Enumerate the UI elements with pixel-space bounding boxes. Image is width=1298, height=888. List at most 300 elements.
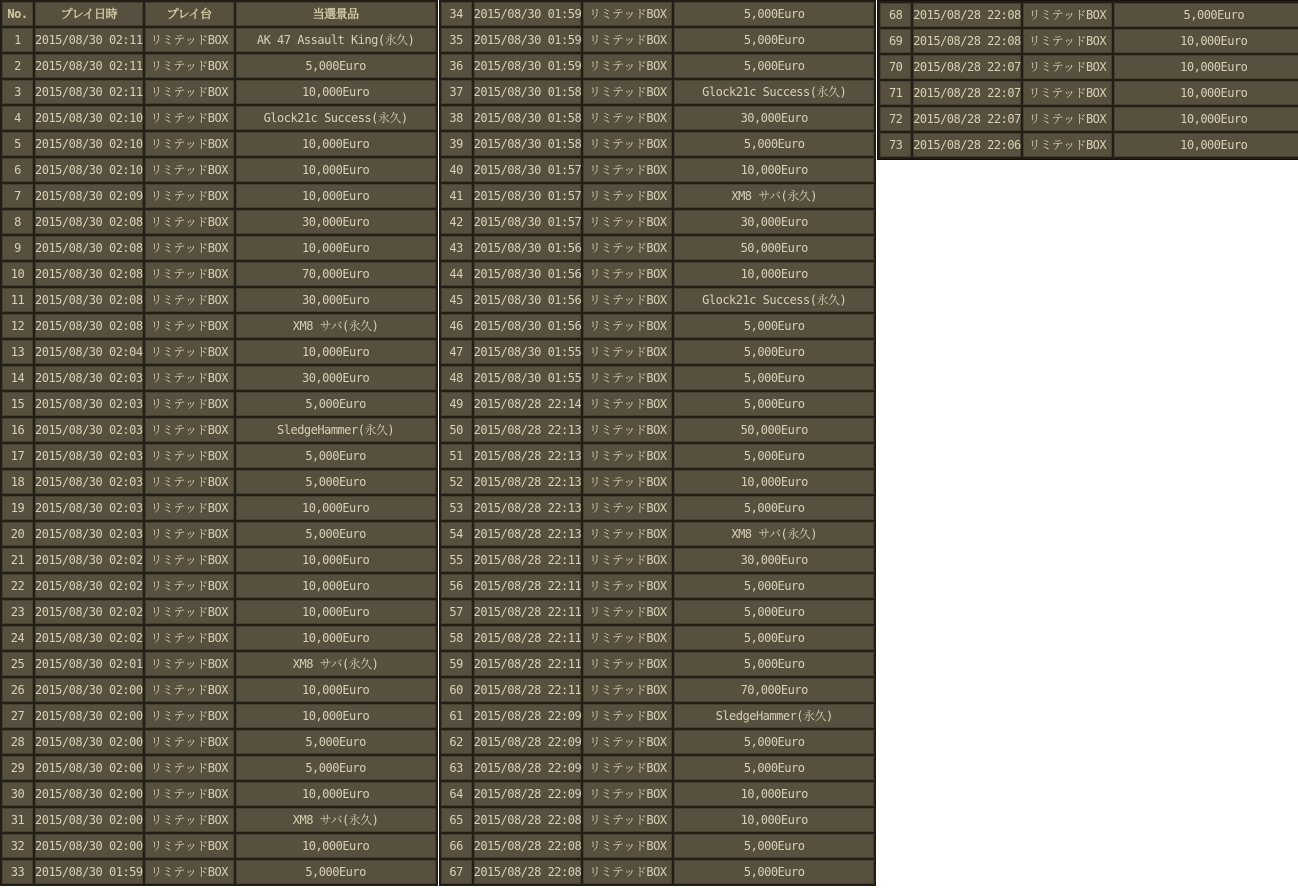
cell-prize: 5,000Euro: [674, 2, 874, 26]
cell-no: 52: [441, 470, 472, 494]
cell-datetime: 2015/08/30 01:55: [474, 340, 582, 364]
cell-machine: リミテッドBOX: [583, 470, 672, 494]
table-row: [2, 496, 436, 520]
table-row: [2, 678, 436, 702]
cell-prize: XM8 サバ(永久): [236, 652, 436, 676]
table-row: [441, 470, 875, 494]
cell-no: 43: [441, 236, 472, 260]
cell-machine: リミテッドBOX: [145, 496, 234, 520]
cell-machine: リミテッドBOX: [145, 288, 234, 312]
table-row: [441, 808, 875, 832]
cell-prize: XM8 サバ(永久): [674, 184, 874, 208]
table-row: [2, 444, 436, 468]
cell-no: 58: [441, 626, 472, 650]
cell-datetime: 2015/08/30 02:03: [35, 392, 143, 416]
cell-datetime: 2015/08/30 02:08: [35, 314, 143, 338]
cell-datetime: 2015/08/30 02:03: [35, 470, 143, 494]
cell-datetime: 2015/08/28 22:13: [474, 496, 582, 520]
table-row: [441, 262, 875, 286]
cell-no: 39: [441, 132, 472, 156]
table-row: [441, 366, 875, 390]
table-row: [2, 106, 436, 130]
table-row: [441, 132, 875, 156]
cell-prize: 5,000Euro: [674, 132, 874, 156]
cell-machine: リミテッドBOX: [145, 236, 234, 260]
table-row: [880, 3, 1298, 27]
cell-datetime: 2015/08/30 02:10: [35, 158, 143, 182]
cell-machine: リミテッドBOX: [145, 444, 234, 468]
cell-prize: 5,000Euro: [236, 522, 436, 546]
cell-datetime: 2015/08/28 22:09: [474, 730, 582, 754]
cell-prize: 10,000Euro: [236, 236, 436, 260]
cell-prize: 5,000Euro: [236, 756, 436, 780]
cell-machine: リミテッドBOX: [583, 834, 672, 858]
table-row: [2, 626, 436, 650]
cell-prize: 5,000Euro: [674, 392, 874, 416]
cell-prize: 5,000Euro: [674, 314, 874, 338]
table-row: [2, 210, 436, 234]
cell-no: 31: [2, 808, 33, 832]
cell-machine: リミテッドBOX: [583, 522, 672, 546]
table-row: [880, 81, 1298, 105]
cell-datetime: 2015/08/28 22:11: [474, 600, 582, 624]
cell-machine: リミテッドBOX: [1023, 107, 1112, 131]
cell-datetime: 2015/08/30 02:03: [35, 366, 143, 390]
cell-machine: リミテッドBOX: [145, 366, 234, 390]
col-header-prize: 当選景品: [236, 2, 436, 26]
table-row: [441, 834, 875, 858]
table-row: [2, 288, 436, 312]
cell-datetime: 2015/08/30 02:01: [35, 652, 143, 676]
cell-prize: 5,000Euro: [674, 652, 874, 676]
cell-prize: 5,000Euro: [236, 54, 436, 78]
cell-datetime: 2015/08/30 02:10: [35, 106, 143, 130]
cell-machine: リミテッドBOX: [145, 808, 234, 832]
table-row: [441, 314, 875, 338]
cell-no: 11: [2, 288, 33, 312]
cell-machine: リミテッドBOX: [583, 106, 672, 130]
cell-no: 25: [2, 652, 33, 676]
cell-datetime: 2015/08/30 01:56: [474, 262, 582, 286]
cell-machine: リミテッドBOX: [583, 2, 672, 26]
cell-machine: リミテッドBOX: [583, 574, 672, 598]
table-row: [441, 626, 875, 650]
cell-datetime: 2015/08/28 22:13: [474, 470, 582, 494]
cell-machine: リミテッドBOX: [1023, 29, 1112, 53]
cell-no: 9: [2, 236, 33, 260]
cell-no: 17: [2, 444, 33, 468]
cell-prize: 10,000Euro: [236, 132, 436, 156]
cell-no: 48: [441, 366, 472, 390]
cell-no: 54: [441, 522, 472, 546]
table-row: [441, 392, 875, 416]
cell-machine: リミテッドBOX: [145, 314, 234, 338]
cell-datetime: 2015/08/30 02:03: [35, 496, 143, 520]
cell-prize: 30,000Euro: [236, 288, 436, 312]
prize-table-2: [439, 0, 877, 886]
table-row: [441, 340, 875, 364]
cell-datetime: 2015/08/28 22:07: [913, 81, 1021, 105]
cell-no: 51: [441, 444, 472, 468]
table-row: [441, 496, 875, 520]
cell-no: 68: [880, 3, 911, 27]
cell-prize: 10,000Euro: [236, 340, 436, 364]
cell-no: 8: [2, 210, 33, 234]
cell-machine: リミテッドBOX: [583, 210, 672, 234]
cell-no: 3: [2, 80, 33, 104]
cell-machine: リミテッドBOX: [583, 392, 672, 416]
table-row: [441, 678, 875, 702]
cell-no: 35: [441, 28, 472, 52]
table-row: [441, 210, 875, 234]
cell-datetime: 2015/08/30 01:55: [474, 366, 582, 390]
cell-prize: 10,000Euro: [236, 158, 436, 182]
cell-no: 44: [441, 262, 472, 286]
cell-no: 10: [2, 262, 33, 286]
cell-no: 13: [2, 340, 33, 364]
table-row: [441, 236, 875, 260]
cell-machine: リミテッドBOX: [583, 626, 672, 650]
cell-prize: 5,000Euro: [1114, 3, 1298, 27]
table-row: [2, 470, 436, 494]
cell-prize: 10,000Euro: [674, 782, 874, 806]
cell-datetime: 2015/08/30 02:08: [35, 236, 143, 260]
table-row: [880, 55, 1298, 79]
cell-machine: リミテッドBOX: [583, 340, 672, 364]
cell-no: 40: [441, 158, 472, 182]
cell-no: 24: [2, 626, 33, 650]
cell-datetime: 2015/08/30 01:58: [474, 132, 582, 156]
table-row: [441, 730, 875, 754]
cell-datetime: 2015/08/28 22:09: [474, 782, 582, 806]
table-row: [2, 730, 436, 754]
table-header: [2, 2, 436, 26]
table-row: [441, 444, 875, 468]
cell-machine: リミテッドBOX: [145, 418, 234, 442]
cell-prize: 50,000Euro: [674, 236, 874, 260]
cell-prize: 10,000Euro: [674, 158, 874, 182]
cell-prize: 5,000Euro: [674, 860, 874, 884]
cell-no: 30: [2, 782, 33, 806]
table-row: [2, 262, 436, 286]
prize-table-3: [877, 0, 1298, 160]
cell-no: 4: [2, 106, 33, 130]
cell-datetime: 2015/08/28 22:07: [913, 55, 1021, 79]
cell-datetime: 2015/08/28 22:09: [474, 756, 582, 780]
cell-machine: リミテッドBOX: [583, 288, 672, 312]
table-row: [441, 106, 875, 130]
cell-machine: リミテッドBOX: [145, 860, 234, 884]
table-row: [441, 756, 875, 780]
cell-no: 71: [880, 81, 911, 105]
cell-prize: 10,000Euro: [236, 184, 436, 208]
cell-prize: 10,000Euro: [236, 574, 436, 598]
cell-machine: リミテッドBOX: [145, 756, 234, 780]
cell-prize: 5,000Euro: [674, 730, 874, 754]
cell-no: 73: [880, 133, 911, 157]
cell-no: 26: [2, 678, 33, 702]
table-row: [441, 418, 875, 442]
cell-datetime: 2015/08/30 01:57: [474, 210, 582, 234]
cell-datetime: 2015/08/28 22:11: [474, 678, 582, 702]
cell-prize: 10,000Euro: [236, 548, 436, 572]
cell-no: 53: [441, 496, 472, 520]
cell-no: 19: [2, 496, 33, 520]
cell-datetime: 2015/08/30 01:59: [35, 860, 143, 884]
cell-machine: リミテッドBOX: [583, 158, 672, 182]
cell-machine: リミテッドBOX: [145, 80, 234, 104]
cell-prize: 10,000Euro: [1114, 81, 1298, 105]
table-row: [441, 158, 875, 182]
cell-machine: リミテッドBOX: [145, 522, 234, 546]
cell-no: 45: [441, 288, 472, 312]
cell-machine: リミテッドBOX: [583, 808, 672, 832]
table-row: [2, 80, 436, 104]
table-row: [2, 600, 436, 624]
cell-prize: 5,000Euro: [674, 28, 874, 52]
cell-datetime: 2015/08/30 02:03: [35, 444, 143, 468]
cell-no: 27: [2, 704, 33, 728]
table-row: [441, 860, 875, 884]
cell-prize: 10,000Euro: [236, 496, 436, 520]
cell-prize: Glock21c Success(永久): [674, 288, 874, 312]
cell-datetime: 2015/08/30 02:04: [35, 340, 143, 364]
table-row: [2, 860, 436, 884]
cell-datetime: 2015/08/30 02:00: [35, 834, 143, 858]
cell-no: 7: [2, 184, 33, 208]
cell-prize: 10,000Euro: [236, 80, 436, 104]
cell-prize: 30,000Euro: [236, 210, 436, 234]
cell-machine: リミテッドBOX: [583, 704, 672, 728]
cell-no: 2: [2, 54, 33, 78]
cell-datetime: 2015/08/28 22:06: [913, 133, 1021, 157]
table-row: [441, 288, 875, 312]
cell-machine: リミテッドBOX: [145, 158, 234, 182]
cell-datetime: 2015/08/30 02:08: [35, 262, 143, 286]
cell-prize: 10,000Euro: [674, 470, 874, 494]
cell-datetime: 2015/08/28 22:13: [474, 522, 582, 546]
cell-datetime: 2015/08/30 02:09: [35, 184, 143, 208]
cell-machine: リミテッドBOX: [583, 548, 672, 572]
cell-datetime: 2015/08/30 02:00: [35, 730, 143, 754]
table-row: [2, 132, 436, 156]
table-row: [2, 54, 436, 78]
cell-prize: 10,000Euro: [674, 808, 874, 832]
cell-prize: 5,000Euro: [674, 834, 874, 858]
cell-no: 49: [441, 392, 472, 416]
cell-datetime: 2015/08/30 02:10: [35, 132, 143, 156]
table-row: [2, 834, 436, 858]
cell-prize: 70,000Euro: [236, 262, 436, 286]
cell-no: 67: [441, 860, 472, 884]
cell-no: 20: [2, 522, 33, 546]
table-row: [441, 782, 875, 806]
cell-machine: リミテッドBOX: [145, 574, 234, 598]
table-row: [2, 652, 436, 676]
cell-no: 59: [441, 652, 472, 676]
cell-datetime: 2015/08/30 02:00: [35, 678, 143, 702]
cell-no: 65: [441, 808, 472, 832]
cell-machine: リミテッドBOX: [145, 548, 234, 572]
cell-no: 36: [441, 54, 472, 78]
cell-no: 37: [441, 80, 472, 104]
cell-prize: Glock21c Success(永久): [236, 106, 436, 130]
cell-no: 41: [441, 184, 472, 208]
cell-prize: 30,000Euro: [674, 210, 874, 234]
cell-machine: リミテッドBOX: [583, 444, 672, 468]
cell-no: 57: [441, 600, 472, 624]
cell-machine: リミテッドBOX: [583, 236, 672, 260]
cell-prize: 10,000Euro: [236, 600, 436, 624]
cell-no: 55: [441, 548, 472, 572]
cell-no: 46: [441, 314, 472, 338]
cell-datetime: 2015/08/28 22:08: [913, 29, 1021, 53]
cell-datetime: 2015/08/28 22:09: [474, 704, 582, 728]
cell-datetime: 2015/08/28 22:08: [474, 860, 582, 884]
cell-datetime: 2015/08/28 22:08: [474, 834, 582, 858]
cell-datetime: 2015/08/30 02:00: [35, 808, 143, 832]
cell-prize: 50,000Euro: [674, 418, 874, 442]
table-row: [2, 28, 436, 52]
table-row: [2, 418, 436, 442]
cell-machine: リミテッドBOX: [583, 418, 672, 442]
cell-datetime: 2015/08/28 22:11: [474, 574, 582, 598]
cell-prize: 5,000Euro: [674, 756, 874, 780]
cell-machine: リミテッドBOX: [583, 28, 672, 52]
cell-datetime: 2015/08/30 02:00: [35, 704, 143, 728]
table-row: [880, 107, 1298, 131]
cell-datetime: 2015/08/30 02:00: [35, 782, 143, 806]
cell-datetime: 2015/08/28 22:14: [474, 392, 582, 416]
cell-no: 66: [441, 834, 472, 858]
cell-prize: 70,000Euro: [674, 678, 874, 702]
cell-prize: 10,000Euro: [236, 626, 436, 650]
table-row: [2, 808, 436, 832]
cell-no: 42: [441, 210, 472, 234]
cell-prize: 5,000Euro: [236, 730, 436, 754]
cell-datetime: 2015/08/28 22:07: [913, 107, 1021, 131]
cell-machine: リミテッドBOX: [145, 652, 234, 676]
table-row: [880, 133, 1298, 157]
cell-prize: XM8 サバ(永久): [236, 808, 436, 832]
cell-no: 63: [441, 756, 472, 780]
table-row: [2, 548, 436, 572]
cell-datetime: 2015/08/30 02:11: [35, 28, 143, 52]
table-row: [2, 704, 436, 728]
cell-machine: リミテッドBOX: [583, 730, 672, 754]
cell-prize: Glock21c Success(永久): [674, 80, 874, 104]
table-row: [2, 314, 436, 338]
cell-prize: 5,000Euro: [674, 600, 874, 624]
cell-no: 18: [2, 470, 33, 494]
table-row: [441, 2, 875, 26]
cell-no: 23: [2, 600, 33, 624]
cell-no: 32: [2, 834, 33, 858]
cell-machine: リミテッドBOX: [145, 470, 234, 494]
cell-prize: 5,000Euro: [236, 444, 436, 468]
cell-prize: SledgeHammer(永久): [674, 704, 874, 728]
col-header-no: No.: [2, 2, 33, 26]
cell-machine: リミテッドBOX: [145, 340, 234, 364]
cell-datetime: 2015/08/30 02:02: [35, 548, 143, 572]
table-row: [2, 782, 436, 806]
cell-datetime: 2015/08/30 02:11: [35, 54, 143, 78]
cell-prize: 5,000Euro: [674, 626, 874, 650]
cell-no: 34: [441, 2, 472, 26]
cell-no: 62: [441, 730, 472, 754]
cell-no: 15: [2, 392, 33, 416]
cell-datetime: 2015/08/28 22:11: [474, 626, 582, 650]
table-row: [441, 574, 875, 598]
cell-no: 6: [2, 158, 33, 182]
cell-prize: 10,000Euro: [1114, 29, 1298, 53]
header-row: [2, 2, 436, 26]
cell-datetime: 2015/08/30 02:00: [35, 756, 143, 780]
cell-machine: リミテッドBOX: [145, 600, 234, 624]
cell-no: 56: [441, 574, 472, 598]
cell-no: 5: [2, 132, 33, 156]
cell-prize: 10,000Euro: [1114, 133, 1298, 157]
table-row: [2, 158, 436, 182]
cell-machine: リミテッドBOX: [1023, 3, 1112, 27]
table-row: [2, 574, 436, 598]
cell-machine: リミテッドBOX: [1023, 81, 1112, 105]
cell-datetime: 2015/08/30 01:56: [474, 236, 582, 260]
cell-machine: リミテッドBOX: [145, 704, 234, 728]
cell-no: 72: [880, 107, 911, 131]
cell-machine: リミテッドBOX: [583, 652, 672, 676]
table-row: [2, 236, 436, 260]
cell-datetime: 2015/08/30 02:02: [35, 574, 143, 598]
prize-table-1: [0, 0, 438, 886]
table-row: [441, 652, 875, 676]
cell-no: 61: [441, 704, 472, 728]
cell-prize: SledgeHammer(永久): [236, 418, 436, 442]
cell-prize: 10,000Euro: [1114, 107, 1298, 131]
table-row: [441, 28, 875, 52]
cell-prize: 30,000Euro: [674, 548, 874, 572]
cell-machine: リミテッドBOX: [583, 366, 672, 390]
cell-prize: 5,000Euro: [674, 366, 874, 390]
cell-datetime: 2015/08/30 01:57: [474, 184, 582, 208]
cell-prize: 5,000Euro: [674, 54, 874, 78]
cell-machine: リミテッドBOX: [145, 28, 234, 52]
table-row: [441, 54, 875, 78]
table-row: [880, 29, 1298, 53]
cell-machine: リミテッドBOX: [583, 184, 672, 208]
table-row: [441, 522, 875, 546]
cell-machine: リミテッドBOX: [145, 106, 234, 130]
table-row: [441, 600, 875, 624]
cell-machine: リミテッドBOX: [583, 314, 672, 338]
cell-prize: 10,000Euro: [236, 704, 436, 728]
cell-machine: リミテッドBOX: [145, 392, 234, 416]
cell-machine: リミテッドBOX: [583, 54, 672, 78]
table-row: [441, 548, 875, 572]
cell-prize: 5,000Euro: [674, 340, 874, 364]
cell-no: 12: [2, 314, 33, 338]
cell-no: 22: [2, 574, 33, 598]
cell-datetime: 2015/08/28 22:11: [474, 652, 582, 676]
cell-no: 16: [2, 418, 33, 442]
cell-no: 29: [2, 756, 33, 780]
cell-datetime: 2015/08/30 02:03: [35, 522, 143, 546]
cell-machine: リミテッドBOX: [145, 210, 234, 234]
cell-datetime: 2015/08/30 01:58: [474, 80, 582, 104]
table-row: [441, 80, 875, 104]
cell-prize: XM8 サバ(永久): [674, 522, 874, 546]
cell-prize: 10,000Euro: [236, 678, 436, 702]
